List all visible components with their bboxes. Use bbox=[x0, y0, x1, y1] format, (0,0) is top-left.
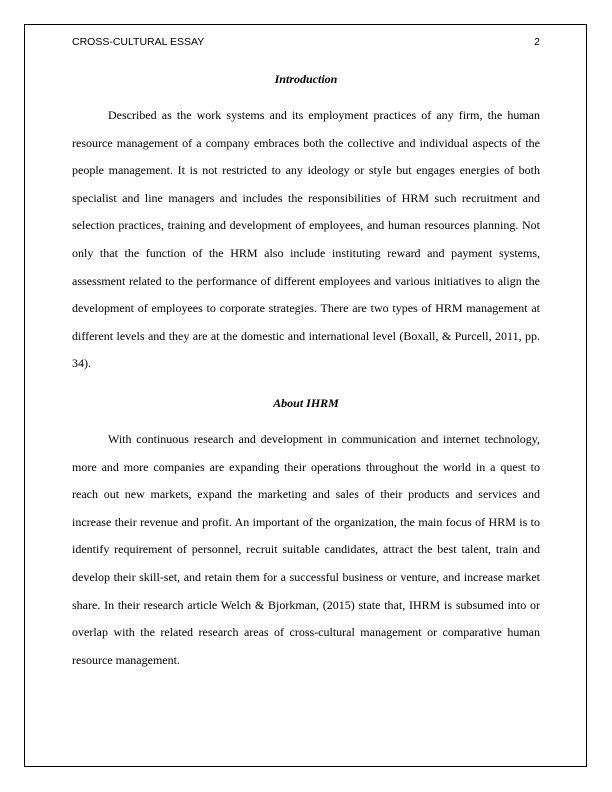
about-ihrm-paragraph bbox=[72, 432, 540, 680]
page-number: 2 bbox=[534, 36, 540, 48]
text-line: development of employees to corporate strategies. There are two types of HRM management at bbox=[72, 301, 540, 316]
text-line: increase their revenue and profit. An important of the organization, the main focus of HRM is to bbox=[72, 514, 540, 529]
text-line: more and more companies are expanding their operations throughout the world in a quest to bbox=[72, 459, 540, 474]
text-line: overlap with the related research areas of cross-cultural management or comparative human bbox=[72, 625, 540, 640]
text-line: develop their skill-set, and retain them for a successful business or venture, and increase market bbox=[72, 569, 540, 584]
text-line: identify requirement of personnel, recruit suitable candidates, attract the best talent, train and bbox=[72, 542, 540, 557]
text-line: Described as the work systems and its employment practices of any firm, the human bbox=[108, 108, 540, 122]
running-header bbox=[72, 36, 540, 48]
text-line: With continuous research and development in communication and internet technology, bbox=[108, 432, 540, 446]
text-line: selection practices, training and development of employees, and human resources planning. Not bbox=[72, 218, 540, 233]
text-line: assessment related to the performance of different employees and various initiatives to align the bbox=[72, 273, 540, 288]
header-title: CROSS-CULTURAL ESSAY bbox=[72, 36, 205, 48]
text-line: only that the function of the HRM also include instituting reward and payment systems, bbox=[72, 245, 540, 260]
text-line: people management. It is not restricted to any ideology or style but engages energies of both bbox=[72, 163, 540, 178]
section-heading-introduction: Introduction bbox=[274, 72, 338, 86]
text-line: different levels and they are at the domestic and international level (Boxall, & Purcell, 2011, pp. bbox=[72, 328, 540, 343]
text-line: resource management. bbox=[72, 652, 180, 667]
text-line: specialist and line managers and includes the responsibilities of HRM such recruitment and bbox=[72, 190, 540, 205]
text-line: reach out new markets, expand the marketing and sales of their products and services and bbox=[72, 487, 540, 502]
text-line: resource management of a company embraces both the collective and individual aspects of the bbox=[72, 135, 540, 150]
section-heading-about-ihrm: About IHRM bbox=[273, 396, 339, 410]
text-line: 34). bbox=[72, 356, 91, 371]
introduction-paragraph bbox=[72, 108, 540, 384]
text-line: share. In their research article Welch & Bjorkman, (2015) state that, IHRM is subsumed into or bbox=[72, 597, 540, 612]
